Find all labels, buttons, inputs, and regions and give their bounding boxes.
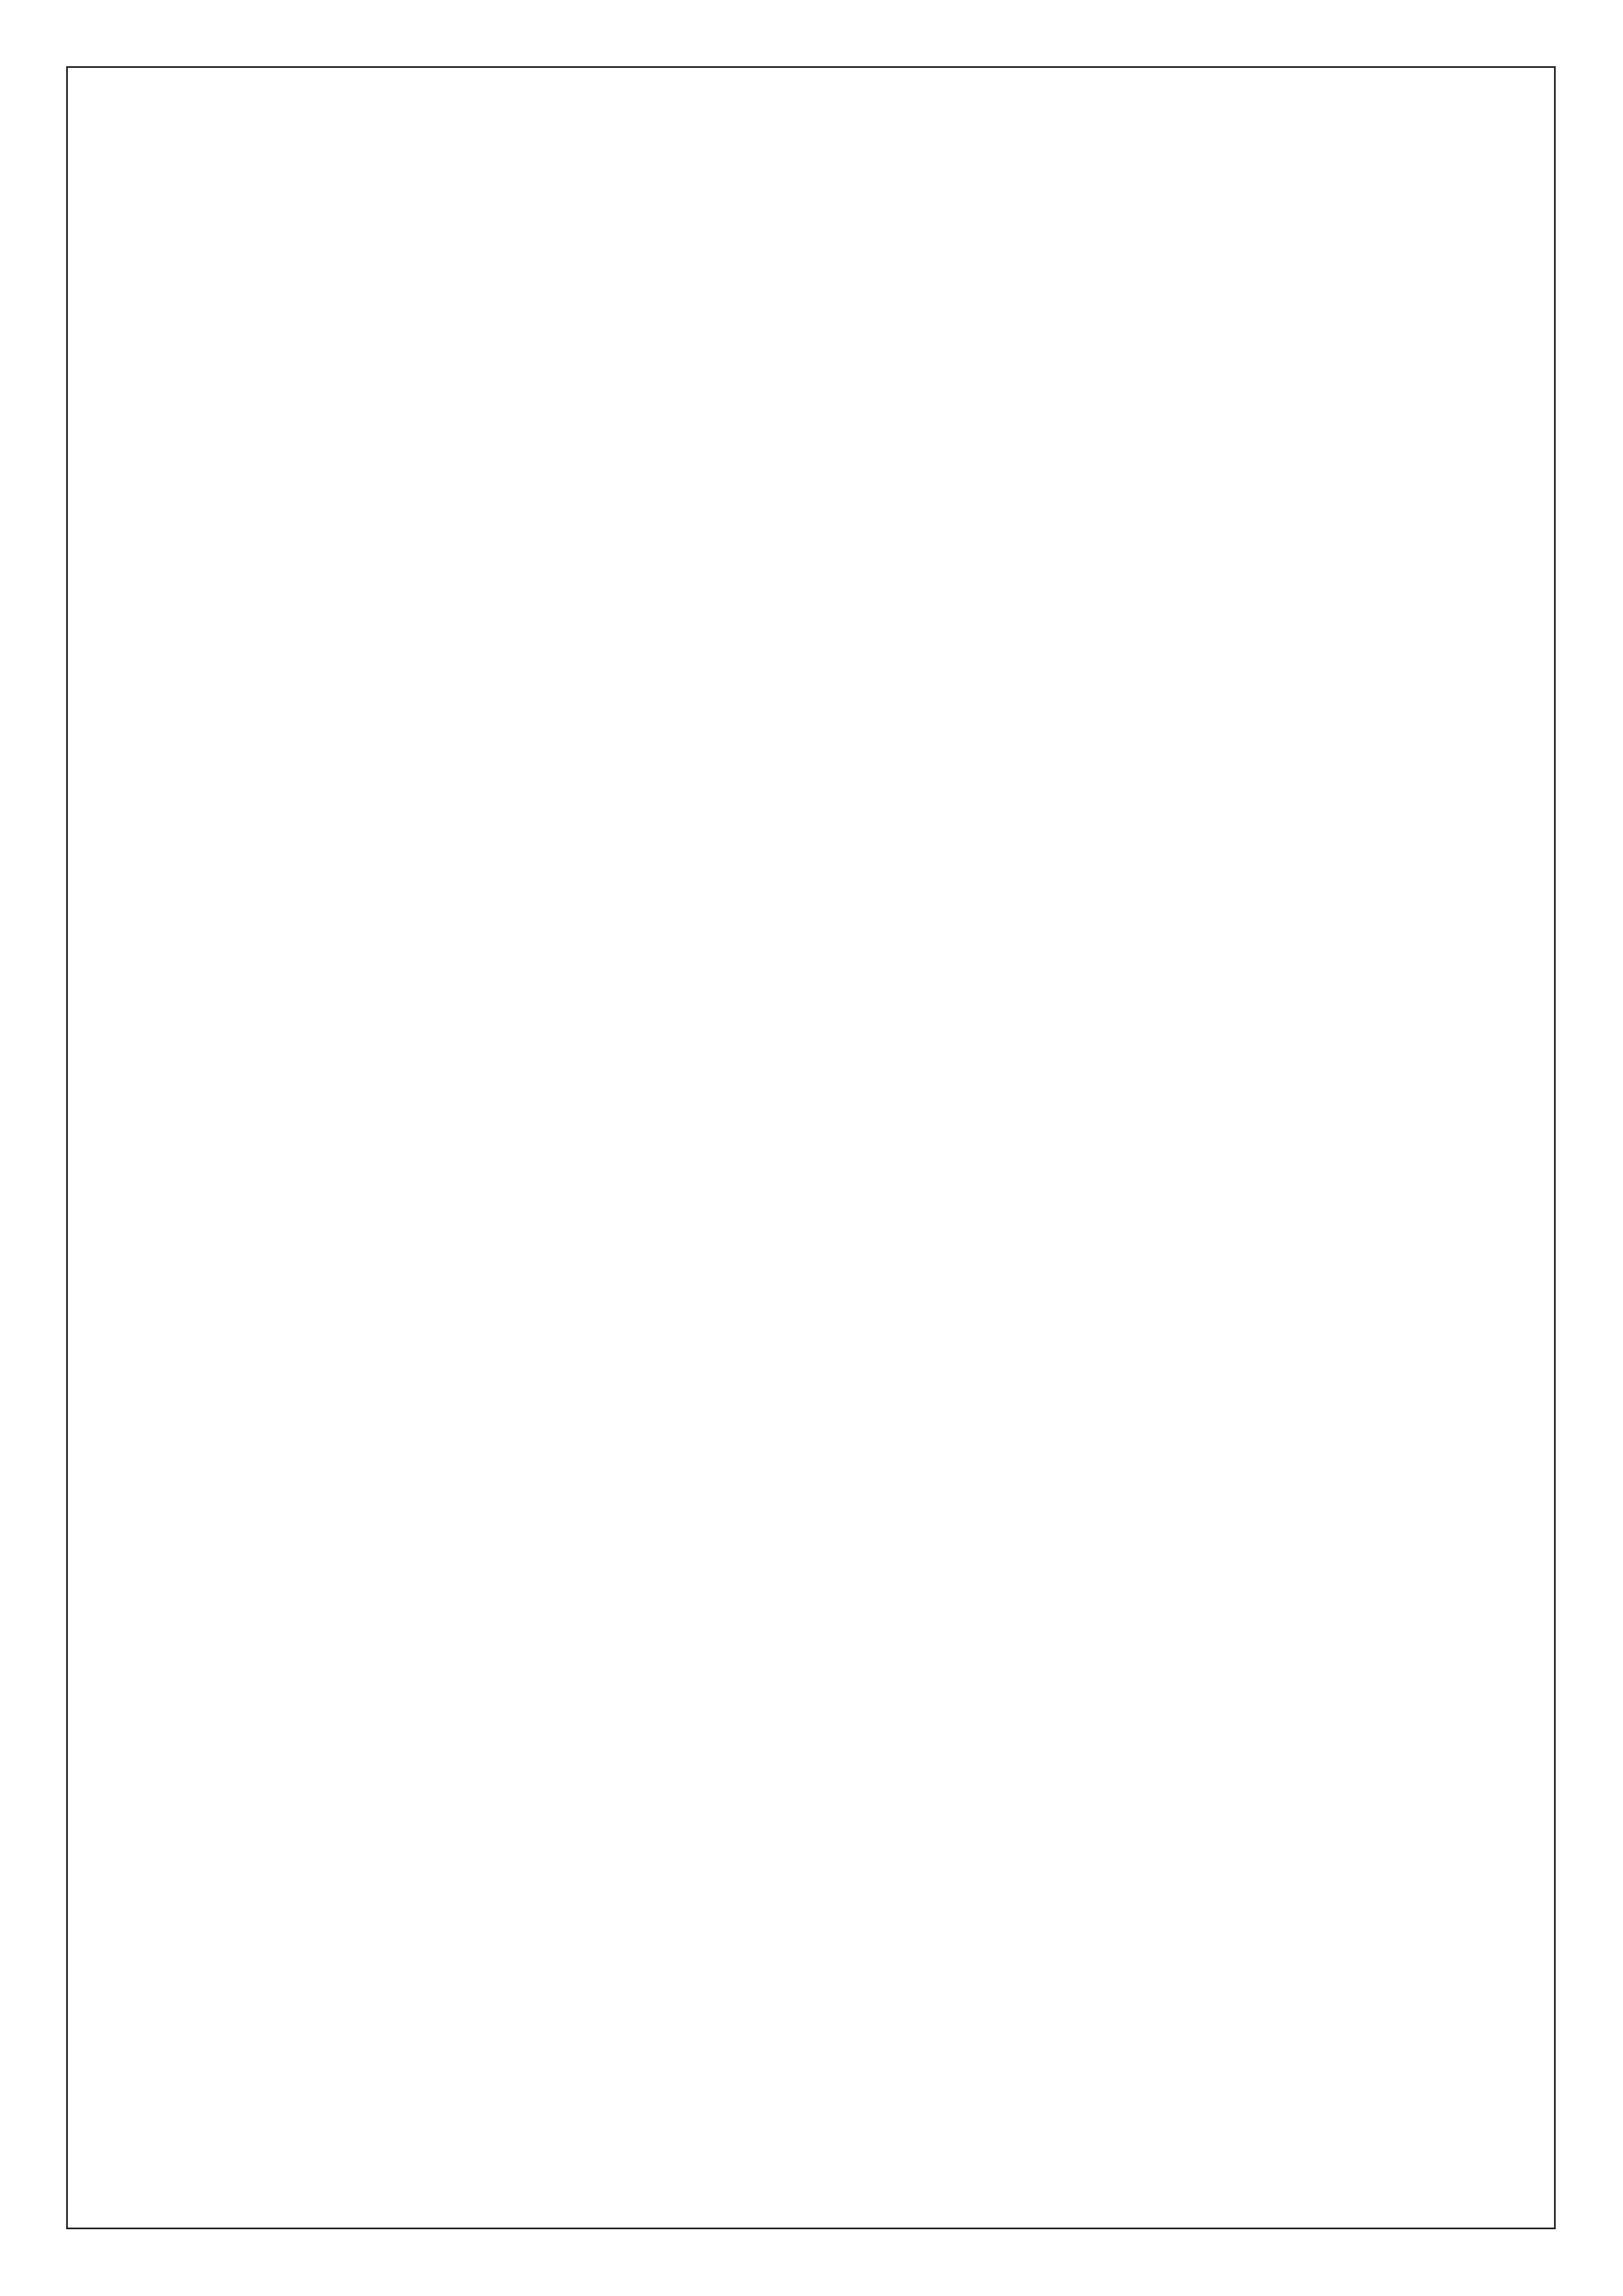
text-line [197, 1071, 1431, 1167]
text-line [197, 1167, 1431, 1262]
text-line [197, 881, 1431, 976]
document-body [197, 213, 1431, 1834]
text-line [197, 309, 1431, 404]
text-line [197, 690, 1431, 785]
text-line [197, 1262, 1431, 1358]
text-line [197, 1644, 1431, 1739]
text-line [197, 1548, 1431, 1644]
text-line [197, 785, 1431, 881]
text-line [197, 213, 1431, 309]
text-line [197, 1453, 1431, 1548]
text-line [197, 404, 1431, 499]
text-line [197, 595, 1431, 690]
text-line [197, 499, 1431, 595]
text-line [197, 1739, 1431, 1834]
text-line [197, 976, 1431, 1071]
text-line [197, 1358, 1431, 1453]
